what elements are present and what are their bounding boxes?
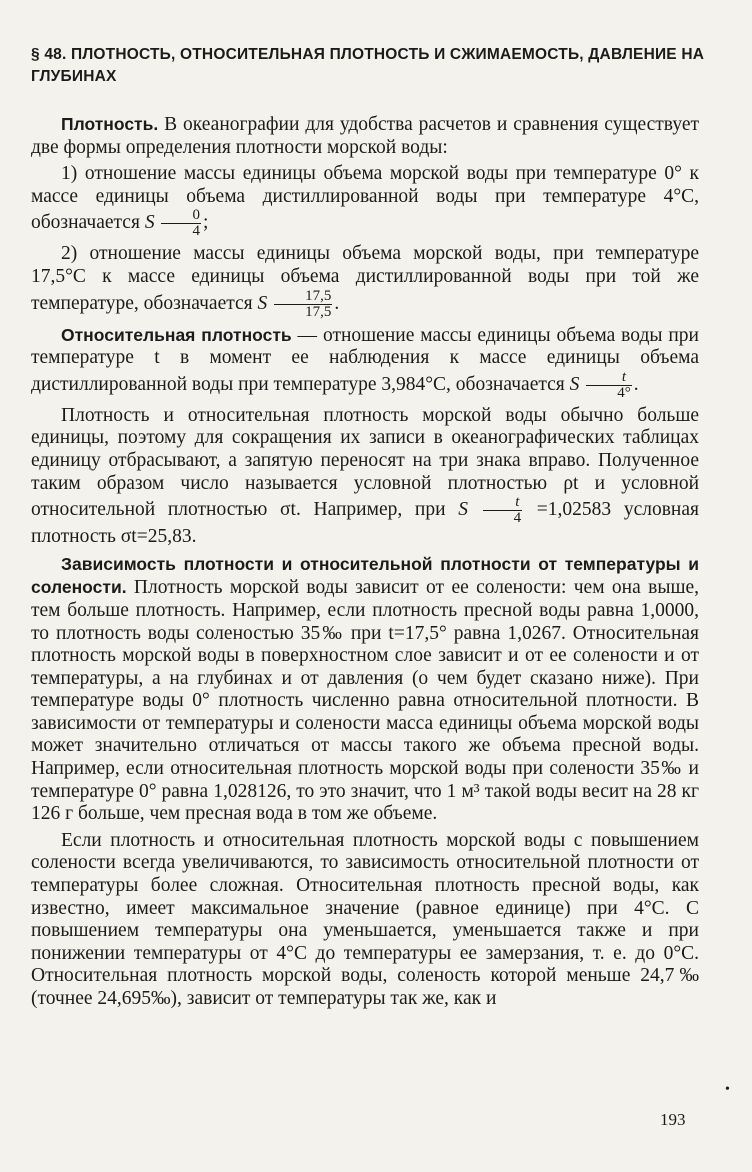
fraction-denominator: 4	[513, 510, 522, 527]
lead-density: Плотность.	[61, 114, 159, 134]
fraction-numerator: t	[483, 495, 523, 511]
item-tail: ;	[202, 212, 209, 234]
margin-mark: •	[725, 1082, 730, 1097]
paragraph-text: — отношение массы единицы объема воды при температуре t в момент ее наблюдения к массе единицы объема дистиллированной воды при температуре 3,984°С, обозначается	[31, 324, 699, 395]
formula-symbol: S	[144, 212, 155, 234]
fraction-denominator: 17,5	[305, 303, 332, 320]
paragraph-tail: .	[633, 373, 639, 395]
lead-dependence: Зависимость плотности и относительной плотности от температуры и солености.	[31, 553, 699, 598]
item-text: 2) отношение массы единицы объема морской воды, при температуре 17,5°С к массе единицы объема дистиллированной воды при той же температуре, обозначается	[31, 243, 699, 314]
paragraph-text: Плотность и относительная плотность морской воды обычно больше единицы, поэтому для сокращения их записи в океанографических таблицах единицу отбрасывают, а запятую переносят на три знака вправо. Полученное таким образом число называется условной плотностью ρt и условной относительной плотностью σt. Например, при	[31, 404, 699, 521]
lead-relative-density: Относительная плотность	[61, 324, 292, 345]
paragraph-density	[31, 113, 699, 159]
section-heading: § 48. ПЛОТНОСТЬ, ОТНОСИТЕЛЬНАЯ ПЛОТНОСТЬ И СЖИМАЕМОСТЬ, ДАВЛЕНИЕ НА ГЛУБИНАХ	[31, 46, 705, 85]
fraction-denominator: 4	[192, 223, 200, 240]
paragraph-text: Плотность морской воды зависит от ее солености: чем она выше, тем больше плотность. Например, если плотность пресной воды равна 1,0000, то плотность воды соленостью 35‰ при t=17,5° равна 1,0267. Относительная плотность морской воды в поверхностном слое зависит и от ее солености и от температуры, а на глубинах и от давления (о чем будет сказано ниже). При температуре воды 0° плотность численно равна относительной плотности. В зависимости от температуры и солености масса единицы объема морской воды может значительно отличаться от массы такого же объема пресной воды. Например, если относительная плотность морской воды при солености 35‰ и температуре 0° равна 1,028126, то это значит, что 1 м³ такой воды весит на 28 кг 126 г больше, чем пресная вода в том же объеме.	[31, 577, 699, 825]
paragraph-conventional-density	[31, 405, 699, 549]
paragraph-tail: =1,02583 условная плотность σt=25,83.	[31, 499, 699, 548]
fraction-numerator: t	[586, 370, 632, 386]
fraction-numerator: 17,5	[274, 289, 332, 305]
item-tail: .	[334, 292, 340, 314]
formula-fraction	[586, 370, 632, 401]
formula-fraction	[483, 495, 523, 526]
formula-symbol: S	[569, 373, 580, 395]
paragraph-text: В океанографии для удобства расчетов и сравнения существует две формы определения плотности морской воды:	[31, 114, 699, 158]
item-text: 1) отношение массы единицы объема морской воды при температуре 0° к массе единицы объема дистиллированной воды при температуре 4°С, обозначается	[31, 163, 699, 234]
paragraph-dependence	[31, 553, 699, 826]
paragraph-relative-density	[31, 324, 699, 401]
fraction-denominator: 4°	[617, 384, 631, 401]
formula-symbol: S	[257, 292, 268, 314]
list-item-2	[31, 243, 699, 319]
paragraph-temperature	[31, 830, 699, 1011]
page-number: 193	[660, 1110, 686, 1129]
list-item-1	[31, 163, 699, 239]
formula-fraction	[161, 208, 201, 239]
formula-symbol: S	[458, 499, 468, 521]
formula-fraction	[274, 289, 332, 320]
fraction-numerator: 0	[161, 208, 201, 224]
body-text	[31, 113, 699, 1015]
paragraph-text: Если плотность и относительная плотность морской воды с повышением солености всегда увеличиваются, то зависимость относительной плотности от температуры более сложная. Относительная плотность пресной воды, как известно, имеет максимальное значение (равное единице) при 4°С. С повышением температуры она уменьшается, уменьшается также и при понижении температуры от 4°С до температуры ее замерзания, т. е. до 0°С. Относительная плотность морской воды, соленость которой меньше 24,7‰ (точнее 24,695‰), зависит от температуры так же, как и	[31, 829, 699, 1009]
